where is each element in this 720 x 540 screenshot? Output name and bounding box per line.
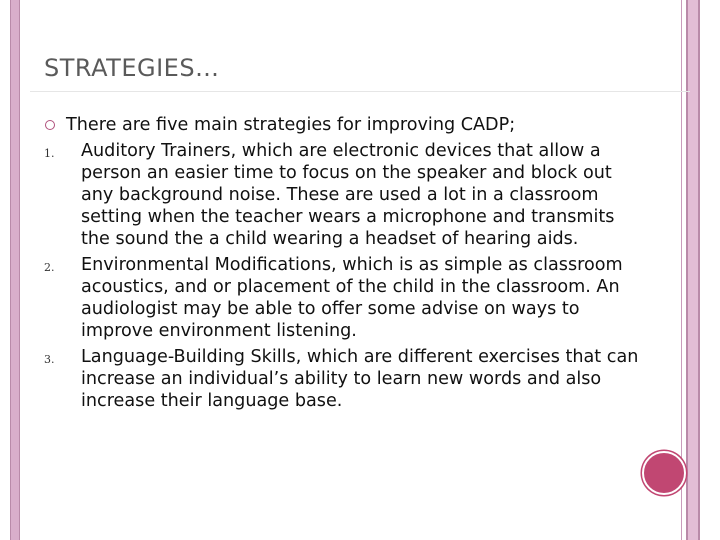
list-item: [0, 254, 640, 342]
intro-text: There are five main strategies for improving CADP;: [66, 115, 516, 135]
slide-body: [0, 114, 640, 416]
circle-bullet-icon: [45, 120, 55, 130]
item-number: 1.: [44, 147, 55, 160]
list-item: [0, 140, 640, 250]
slide-title: STRATEGIES…: [44, 54, 220, 82]
decorative-circle-icon: [642, 451, 686, 495]
item-text: Language-Building Skills, which are different exercises that can increase an individual’s ability to learn new words and also increase their language base.: [81, 347, 639, 411]
intro-bullet: [0, 114, 640, 136]
list-item: [0, 346, 640, 412]
item-number: 3.: [44, 353, 55, 366]
item-text: Auditory Trainers, which are electronic devices that allow a person an easier time to focus on the speaker and block out any background noise. These are used a lot in a classroom setting when the teacher wears a microphone and transmits the sound the a child wearing a headset of hearing aids.: [81, 141, 615, 249]
right-frame-bar: [686, 0, 700, 540]
item-number: 2.: [44, 261, 55, 274]
title-divider: [30, 91, 690, 92]
item-text: Environmental Modifications, which is as simple as classroom acoustics, and or placement of the child in the classroom. An audiologist may be able to offer some advise on ways to improve environment listening.: [81, 255, 623, 341]
